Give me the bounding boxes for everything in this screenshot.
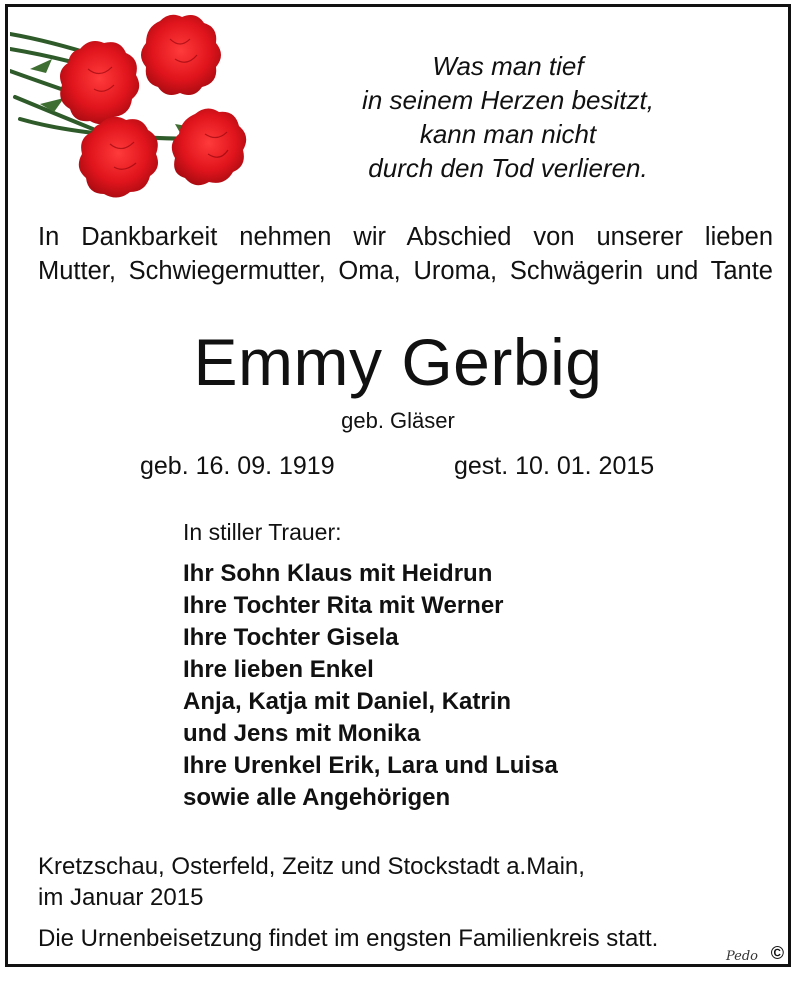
intro-line-2: Mutter, Schwiegermutter, Oma, Uroma, Schwägerin und Tante: [38, 257, 773, 285]
poem-line: Was man tief: [432, 51, 584, 81]
obituary-notice: [5, 4, 791, 967]
red-carnations-image: [10, 9, 280, 219]
poem-line: durch den Tod verlieren.: [368, 153, 648, 183]
mourner-line: sowie alle Angehörigen: [183, 784, 451, 811]
mourner-line: Anja, Katja mit Daniel, Katrin: [183, 688, 512, 715]
mourner-line: Ihre Tochter Rita mit Werner: [183, 592, 504, 619]
intro-line-1: In Dankbarkeit nehmen wir Abschied von unserer lieben: [38, 223, 773, 251]
death-date: gest. 10. 01. 2015: [454, 452, 655, 480]
maiden-name: geb. Gläser: [341, 408, 455, 433]
deceased-name: Emmy Gerbig: [193, 325, 603, 399]
memorial-poem: [308, 49, 708, 185]
designer-signature: Pedo: [725, 949, 758, 964]
place-line: Kretzschau, Osterfeld, Zeitz und Stockstadt a.Main,: [38, 853, 585, 880]
mourner-line: Ihre Tochter Gisela: [183, 624, 399, 651]
burial-note: Die Urnenbeisetzung findet im engsten Familienkreis statt.: [38, 925, 659, 952]
copyright-mark: ©: [770, 943, 784, 963]
birth-date: geb. 16. 09. 1919: [140, 452, 335, 480]
mourner-line: Ihre lieben Enkel: [183, 656, 374, 683]
mourner-line: Ihr Sohn Klaus mit Heidrun: [183, 560, 493, 587]
mourner-line: und Jens mit Monika: [183, 720, 421, 747]
mourning-label: In stiller Trauer:: [183, 519, 342, 545]
intro-text: [38, 220, 773, 288]
date-line: im Januar 2015: [38, 884, 204, 911]
poem-line: in seinem Herzen besitzt,: [362, 85, 654, 115]
mourners-list: [183, 558, 558, 814]
poem-line: kann man nicht: [419, 119, 597, 149]
place-and-date: [38, 851, 585, 913]
mourner-line: Ihre Urenkel Erik, Lara und Luisa: [183, 752, 558, 779]
